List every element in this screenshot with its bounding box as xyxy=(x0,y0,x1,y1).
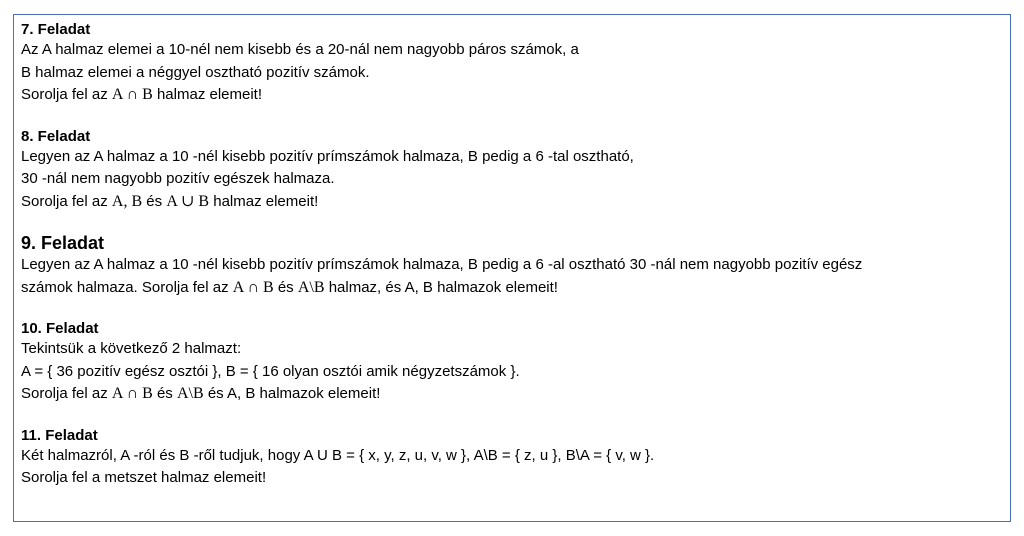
instruction-text: számok halmaza. Sorolja fel az xyxy=(21,278,233,296)
task-title: 8. Feladat xyxy=(21,127,91,145)
task-text-line: Tekintsük a következő 2 halmazt: xyxy=(21,340,242,357)
task-title: 9. Feladat xyxy=(21,233,105,253)
instruction-text: és xyxy=(152,385,177,402)
task-10 xyxy=(21,320,1004,406)
instruction-text: halmaz elemeit! xyxy=(152,86,263,103)
task-7 xyxy=(21,21,1004,107)
task-text-line: Sorolja fel a metszet halmaz elemeit! xyxy=(21,469,267,486)
task-9 xyxy=(21,232,1004,299)
task-8 xyxy=(21,128,1004,214)
set-expression: A, B xyxy=(111,192,143,210)
task-text-line: A = { 36 pozitív egész osztói }, B = { 16 olyan osztói amik négyzetszámok }. xyxy=(21,362,520,380)
task-text-line: 30 -nál nem nagyobb pozitív egészek halmaza. xyxy=(21,170,335,187)
task-title: 11. Feladat xyxy=(21,426,98,444)
instruction-text: és xyxy=(273,278,298,296)
instruction-text: halmaz elemeit! xyxy=(209,192,319,210)
task-instruction-line xyxy=(21,191,1004,214)
set-expression: A ∩ B xyxy=(111,385,153,402)
task-text-line: B halmaz elemei a néggyel osztható pozitív számok. xyxy=(21,63,370,81)
task-title: 10. Feladat xyxy=(21,320,99,337)
set-expression: A ∪ B xyxy=(166,192,210,210)
task-instruction-line xyxy=(21,277,1004,300)
task-text-line: Legyen az A halmaz a 10 -nél kisebb pozitív prímszámok halmaza, B pedig a 6 -tal osztható, xyxy=(21,147,634,165)
instruction-text: és xyxy=(142,192,167,210)
task-text-line: Legyen az A halmaz a 10 -nél kisebb pozitív prímszámok halmaza, B pedig a 6 -al osztható 30 -nál nem nagyobb pozitív egész xyxy=(21,256,863,273)
task-11 xyxy=(21,427,1004,490)
set-expression: A\B xyxy=(176,385,204,402)
instruction-text: Sorolja fel az xyxy=(21,192,112,210)
set-expression: A ∩ B xyxy=(232,278,274,296)
instruction-text: és A, B halmazok elemeit! xyxy=(203,385,381,402)
task-instruction-line xyxy=(21,84,1004,107)
task-instruction-line xyxy=(21,383,1004,406)
exercise-list xyxy=(21,21,1004,490)
set-expression: A\B xyxy=(297,278,325,296)
task-text-line: Két halmazról, A -ról és B -ről tudjuk, hogy A U B = { x, y, z, u, v, w }, A\B = { z, u }, B\A = { v, w }. xyxy=(21,446,655,464)
instruction-text: Sorolja fel az xyxy=(21,385,112,402)
task-text-line: Az A halmaz elemei a 10-nél nem kisebb és a 20-nál nem nagyobb páros számok, a xyxy=(21,41,579,58)
instruction-text: halmaz, és A, B halmazok elemeit! xyxy=(324,278,558,296)
instruction-text: Sorolja fel az xyxy=(21,86,112,103)
set-expression: A ∩ B xyxy=(111,86,153,103)
task-title: 7. Feladat xyxy=(21,21,91,38)
